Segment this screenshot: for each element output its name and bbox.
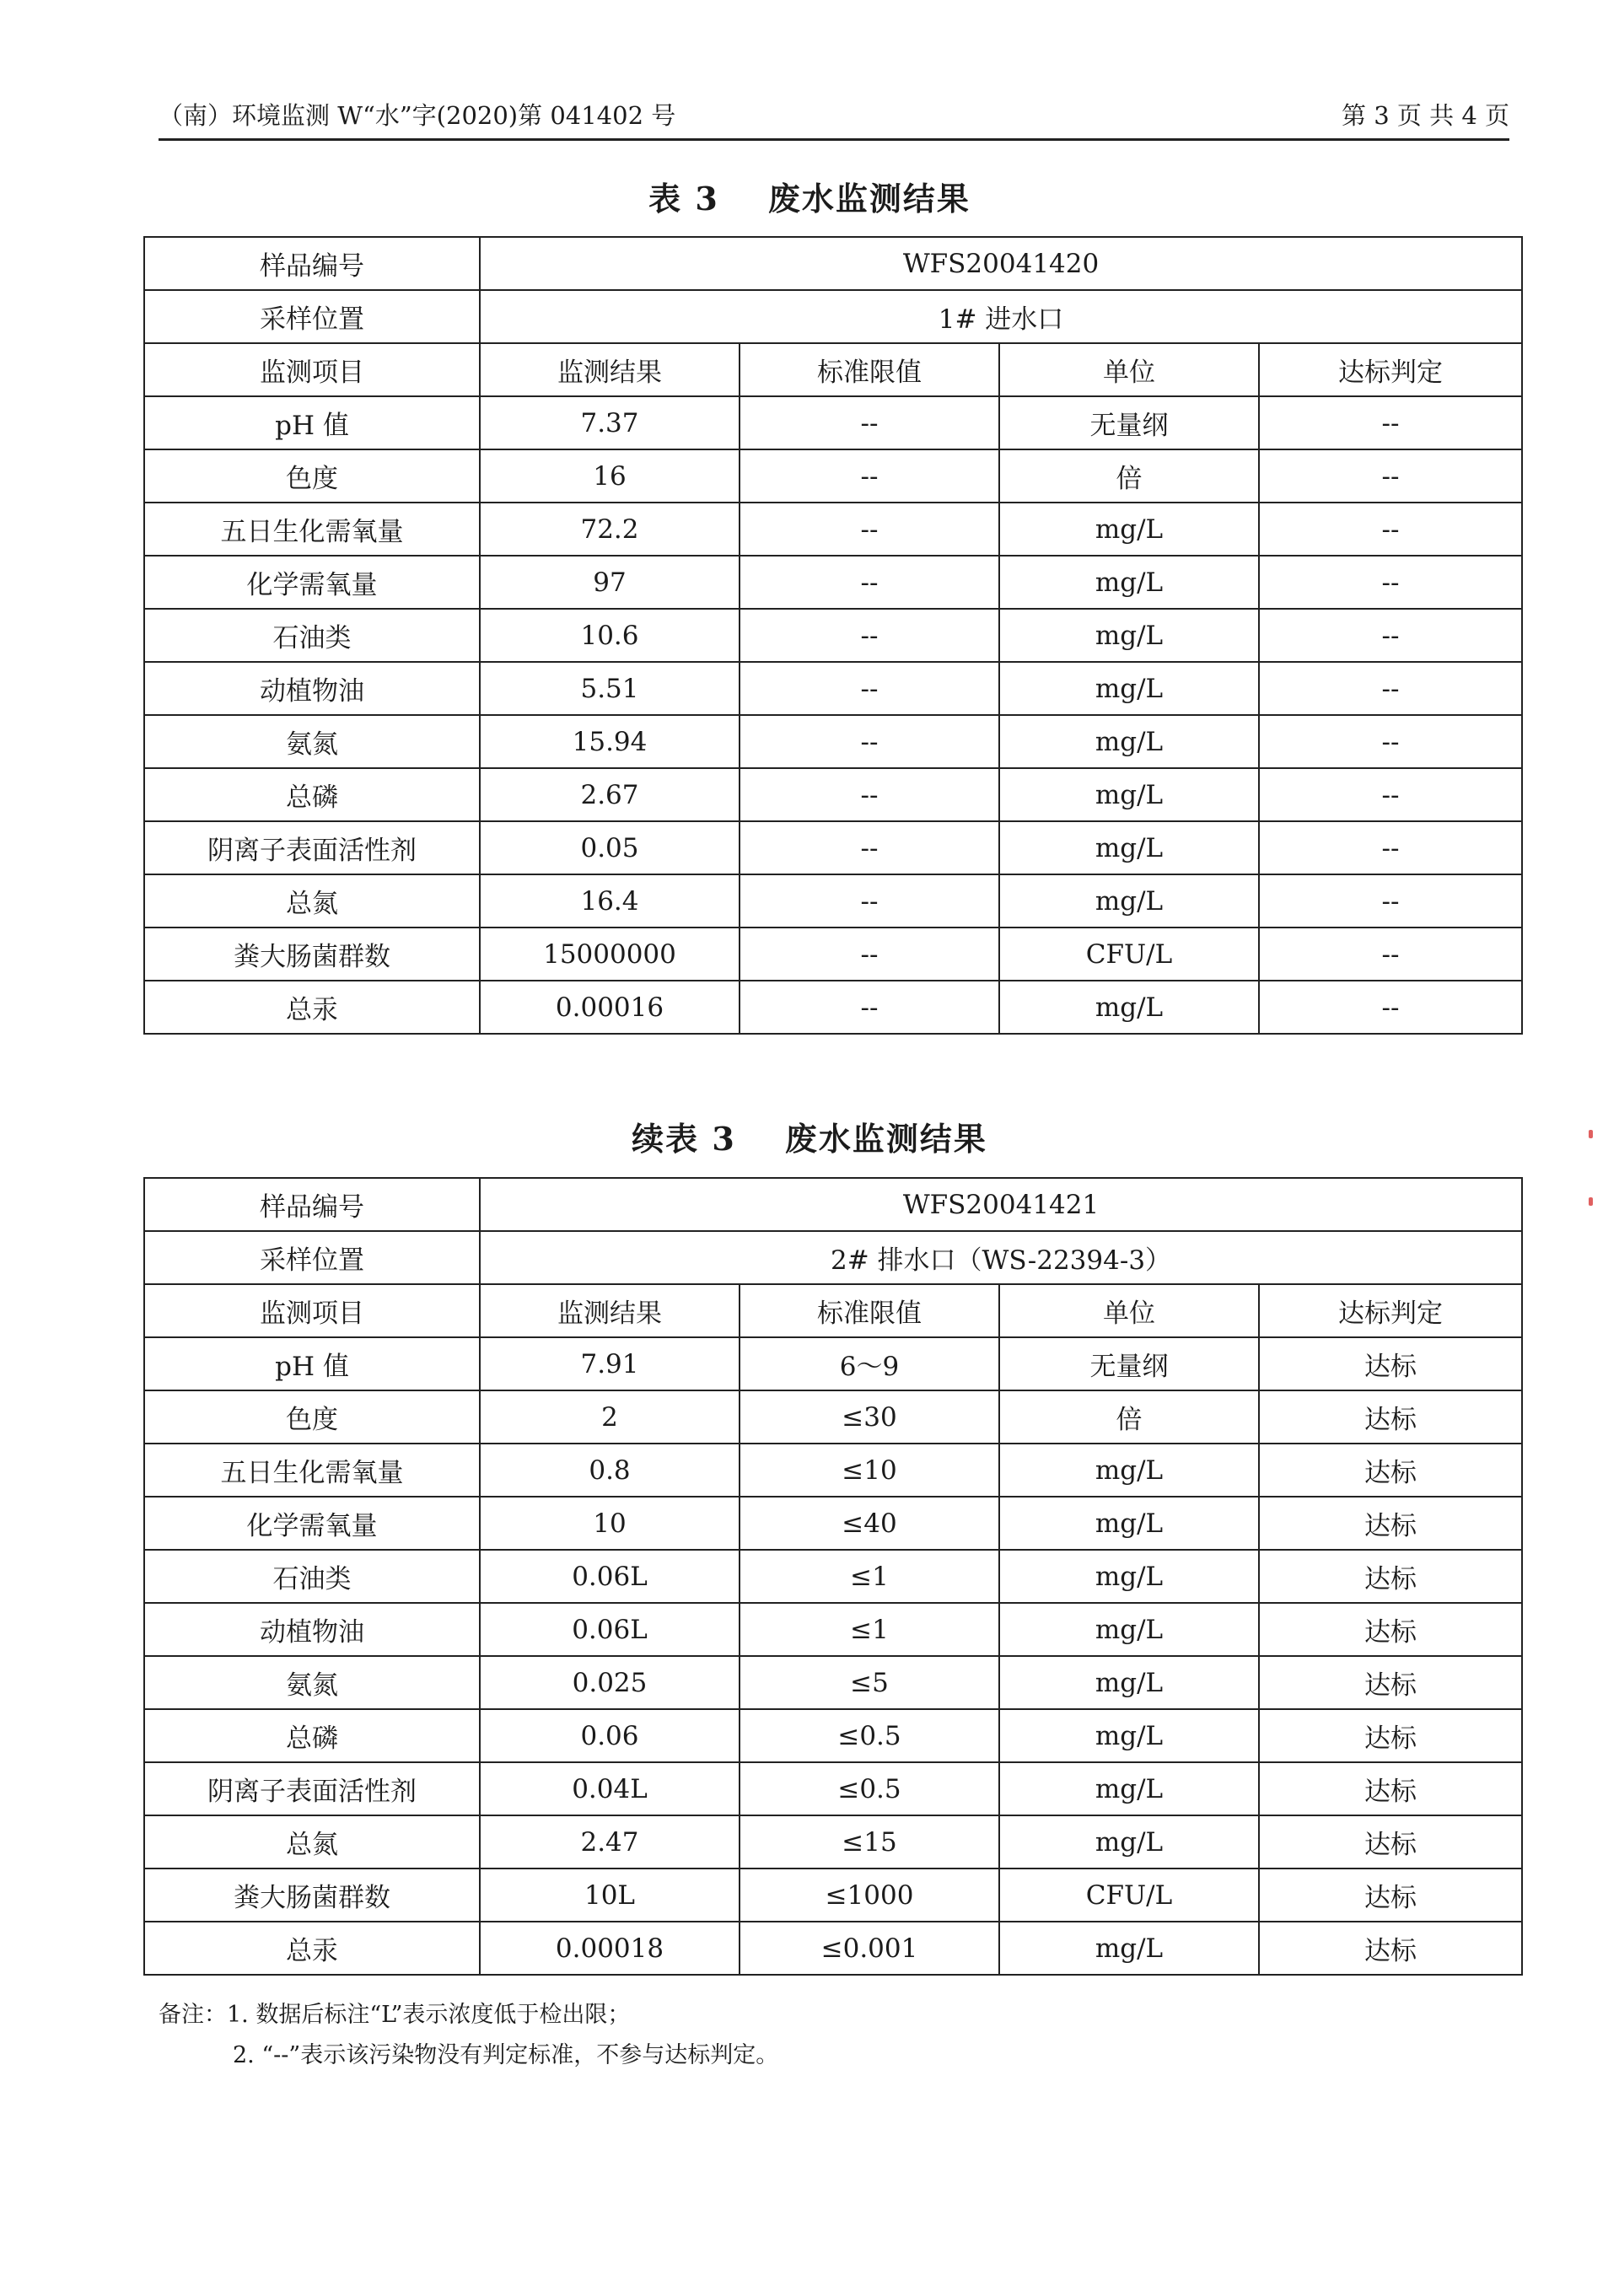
sample-number-value: WFS20041420 <box>480 237 1522 290</box>
standard-limit-cell: ≤10 <box>740 1444 999 1497</box>
judgement-cell: -- <box>1259 609 1522 662</box>
judgement-cell: 达标 <box>1259 1497 1522 1550</box>
result-value-cell: 0.05 <box>480 821 740 874</box>
result-value-cell: 7.91 <box>480 1337 740 1390</box>
standard-limit-cell: ≤1 <box>740 1550 999 1603</box>
judgement-cell: 达标 <box>1259 1815 1522 1869</box>
result-value-cell: 0.06L <box>480 1603 740 1656</box>
table-row <box>144 503 1522 556</box>
standard-limit-cell: ≤15 <box>740 1815 999 1869</box>
unit-cell: mg/L <box>999 1603 1259 1656</box>
standard-limit-cell: 6～9 <box>740 1337 999 1390</box>
result-value-cell: 15.94 <box>480 715 740 768</box>
judgement-cell: 达标 <box>1259 1603 1522 1656</box>
result-value-cell: 5.51 <box>480 662 740 715</box>
sample-number-value: WFS20041421 <box>480 1178 1522 1231</box>
item-name-cell: 阴离子表面活性剂 <box>144 821 480 874</box>
table-row <box>144 609 1522 662</box>
table-row <box>144 1390 1522 1444</box>
column-header-unit: 单位 <box>999 343 1259 396</box>
unit-cell: mg/L <box>999 662 1259 715</box>
result-value-cell: 0.06 <box>480 1709 740 1762</box>
column-header-result: 监测结果 <box>480 1284 740 1337</box>
item-name-cell: 总氮 <box>144 874 480 928</box>
table-row <box>144 1550 1522 1603</box>
standard-limit-cell: -- <box>740 928 999 981</box>
standard-limit-cell: -- <box>740 396 999 449</box>
wastewater-results-table-1 <box>143 236 1523 1035</box>
judgement-cell: -- <box>1259 928 1522 981</box>
judgement-cell: 达标 <box>1259 1869 1522 1922</box>
unit-cell: 无量纲 <box>999 396 1259 449</box>
standard-limit-cell: -- <box>740 609 999 662</box>
result-value-cell: 0.06L <box>480 1550 740 1603</box>
judgement-cell: 达标 <box>1259 1390 1522 1444</box>
unit-cell: mg/L <box>999 1497 1259 1550</box>
standard-limit-cell: ≤5 <box>740 1656 999 1709</box>
table-row <box>144 1656 1522 1709</box>
item-name-cell: 色度 <box>144 1390 480 1444</box>
standard-limit-cell: -- <box>740 768 999 821</box>
table-row <box>144 1815 1522 1869</box>
unit-cell: mg/L <box>999 1444 1259 1497</box>
sampling-location-label: 采样位置 <box>144 290 480 343</box>
result-value-cell: 15000000 <box>480 928 740 981</box>
item-name-cell: 总磷 <box>144 1709 480 1762</box>
result-value-cell: 16.4 <box>480 874 740 928</box>
item-name-cell: 粪大肠菌群数 <box>144 1869 480 1922</box>
judgement-cell: -- <box>1259 556 1522 609</box>
column-header-unit: 单位 <box>999 1284 1259 1337</box>
item-name-cell: 化学需氧量 <box>144 556 480 609</box>
column-header-judgement: 达标判定 <box>1259 343 1522 396</box>
table-row <box>144 1922 1522 1975</box>
stamp-mark <box>1589 1197 1593 1206</box>
remarks <box>159 1995 778 2076</box>
table1-title-number: 表 3 <box>648 180 719 218</box>
item-name-cell: pH 值 <box>144 396 480 449</box>
item-name-cell: 总汞 <box>144 1922 480 1975</box>
sampling-location-value: 1# 进水口 <box>480 290 1522 343</box>
result-value-cell: 0.00018 <box>480 1922 740 1975</box>
item-name-cell: 总氮 <box>144 1815 480 1869</box>
unit-cell: mg/L <box>999 556 1259 609</box>
item-name-cell: 五日生化需氧量 <box>144 503 480 556</box>
result-value-cell: 10L <box>480 1869 740 1922</box>
result-value-cell: 0.025 <box>480 1656 740 1709</box>
judgement-cell: 达标 <box>1259 1762 1522 1815</box>
table-row <box>144 1337 1522 1390</box>
table1-title-text: 废水监测结果 <box>767 180 971 218</box>
table-row <box>144 715 1522 768</box>
remark-line-2: 2. “--”表示该污染物没有判定标准，不参与达标判定。 <box>233 2042 779 2068</box>
item-name-cell: 色度 <box>144 449 480 503</box>
item-name-cell: 氨氮 <box>144 1656 480 1709</box>
result-value-cell: 72.2 <box>480 503 740 556</box>
table-row <box>144 1869 1522 1922</box>
result-value-cell: 10 <box>480 1497 740 1550</box>
standard-limit-cell: -- <box>740 449 999 503</box>
table-row <box>144 821 1522 874</box>
standard-limit-cell: ≤30 <box>740 1390 999 1444</box>
item-name-cell: 石油类 <box>144 609 480 662</box>
table-row <box>144 1603 1522 1656</box>
table-row <box>144 981 1522 1034</box>
table-row <box>144 449 1522 503</box>
item-name-cell: pH 值 <box>144 1337 480 1390</box>
item-name-cell: 粪大肠菌群数 <box>144 928 480 981</box>
item-name-cell: 阴离子表面活性剂 <box>144 1762 480 1815</box>
sampling-location-row <box>144 290 1522 343</box>
standard-limit-cell: ≤1 <box>740 1603 999 1656</box>
judgement-cell: 达标 <box>1259 1337 1522 1390</box>
sample-number-row <box>144 1178 1522 1231</box>
unit-cell: 无量纲 <box>999 1337 1259 1390</box>
standard-limit-cell: ≤40 <box>740 1497 999 1550</box>
item-name-cell: 总汞 <box>144 981 480 1034</box>
unit-cell: CFU/L <box>999 1869 1259 1922</box>
report-number: （南）环境监测 W“水”字(2020)第 041402 号 <box>159 101 676 130</box>
standard-limit-cell: -- <box>740 981 999 1034</box>
table1-title <box>0 173 1619 219</box>
item-name-cell: 氨氮 <box>144 715 480 768</box>
judgement-cell: -- <box>1259 874 1522 928</box>
column-header-row <box>144 343 1522 396</box>
table2-title <box>0 1113 1619 1159</box>
result-value-cell: 0.8 <box>480 1444 740 1497</box>
table2-title-number: 续表 3 <box>632 1120 736 1158</box>
judgement-cell: -- <box>1259 981 1522 1034</box>
column-header-item: 监测项目 <box>144 343 480 396</box>
table-row <box>144 1444 1522 1497</box>
standard-limit-cell: -- <box>740 503 999 556</box>
unit-cell: mg/L <box>999 821 1259 874</box>
result-value-cell: 2.67 <box>480 768 740 821</box>
unit-cell: mg/L <box>999 503 1259 556</box>
table-row <box>144 662 1522 715</box>
standard-limit-cell: ≤0.5 <box>740 1762 999 1815</box>
unit-cell: mg/L <box>999 1762 1259 1815</box>
column-header-row <box>144 1284 1522 1337</box>
column-header-result: 监测结果 <box>480 343 740 396</box>
sampling-location-label: 采样位置 <box>144 1231 480 1284</box>
unit-cell: mg/L <box>999 715 1259 768</box>
judgement-cell: -- <box>1259 821 1522 874</box>
standard-limit-cell: ≤0.001 <box>740 1922 999 1975</box>
column-header-limit: 标准限值 <box>740 343 999 396</box>
result-value-cell: 97 <box>480 556 740 609</box>
table-row <box>144 768 1522 821</box>
standard-limit-cell: ≤0.5 <box>740 1709 999 1762</box>
result-value-cell: 7.37 <box>480 396 740 449</box>
page-header <box>159 99 1509 141</box>
column-header-item: 监测项目 <box>144 1284 480 1337</box>
judgement-cell: -- <box>1259 396 1522 449</box>
page-info: 第 3 页 共 4 页 <box>1342 101 1509 130</box>
judgement-cell: -- <box>1259 768 1522 821</box>
unit-cell: 倍 <box>999 449 1259 503</box>
judgement-cell: -- <box>1259 662 1522 715</box>
table-row <box>144 1497 1522 1550</box>
item-name-cell: 动植物油 <box>144 662 480 715</box>
result-value-cell: 0.00016 <box>480 981 740 1034</box>
sampling-location-value: 2# 排水口（WS-22394-3） <box>480 1231 1522 1284</box>
result-value-cell: 10.6 <box>480 609 740 662</box>
judgement-cell: 达标 <box>1259 1922 1522 1975</box>
unit-cell: mg/L <box>999 1815 1259 1869</box>
unit-cell: mg/L <box>999 1656 1259 1709</box>
unit-cell: mg/L <box>999 1709 1259 1762</box>
judgement-cell: -- <box>1259 715 1522 768</box>
column-header-judgement: 达标判定 <box>1259 1284 1522 1337</box>
unit-cell: mg/L <box>999 609 1259 662</box>
standard-limit-cell: -- <box>740 662 999 715</box>
standard-limit-cell: -- <box>740 556 999 609</box>
standard-limit-cell: ≤1000 <box>740 1869 999 1922</box>
item-name-cell: 五日生化需氧量 <box>144 1444 480 1497</box>
table-row <box>144 874 1522 928</box>
table-row <box>144 396 1522 449</box>
table-row <box>144 928 1522 981</box>
judgement-cell: 达标 <box>1259 1709 1522 1762</box>
unit-cell: mg/L <box>999 1922 1259 1975</box>
judgement-cell: 达标 <box>1259 1550 1522 1603</box>
sampling-location-row <box>144 1231 1522 1284</box>
sample-number-label: 样品编号 <box>144 237 480 290</box>
sample-number-label: 样品编号 <box>144 1178 480 1231</box>
wastewater-results-table-2 <box>143 1177 1523 1976</box>
unit-cell: CFU/L <box>999 928 1259 981</box>
judgement-cell: -- <box>1259 503 1522 556</box>
unit-cell: mg/L <box>999 768 1259 821</box>
standard-limit-cell: -- <box>740 821 999 874</box>
table-row <box>144 556 1522 609</box>
table-row <box>144 1762 1522 1815</box>
item-name-cell: 动植物油 <box>144 1603 480 1656</box>
judgement-cell: -- <box>1259 449 1522 503</box>
result-value-cell: 0.04L <box>480 1762 740 1815</box>
unit-cell: 倍 <box>999 1390 1259 1444</box>
judgement-cell: 达标 <box>1259 1656 1522 1709</box>
item-name-cell: 总磷 <box>144 768 480 821</box>
result-value-cell: 2 <box>480 1390 740 1444</box>
standard-limit-cell: -- <box>740 715 999 768</box>
judgement-cell: 达标 <box>1259 1444 1522 1497</box>
result-value-cell: 2.47 <box>480 1815 740 1869</box>
remark-line-1: 备注：1. 数据后标注“L”表示浓度低于检出限； <box>159 2002 631 2028</box>
standard-limit-cell: -- <box>740 874 999 928</box>
table-row <box>144 1709 1522 1762</box>
unit-cell: mg/L <box>999 1550 1259 1603</box>
table2-title-text: 废水监测结果 <box>784 1120 987 1158</box>
unit-cell: mg/L <box>999 981 1259 1034</box>
sample-number-row <box>144 237 1522 290</box>
unit-cell: mg/L <box>999 874 1259 928</box>
item-name-cell: 化学需氧量 <box>144 1497 480 1550</box>
stamp-mark <box>1589 1130 1593 1138</box>
column-header-limit: 标准限值 <box>740 1284 999 1337</box>
result-value-cell: 16 <box>480 449 740 503</box>
item-name-cell: 石油类 <box>144 1550 480 1603</box>
